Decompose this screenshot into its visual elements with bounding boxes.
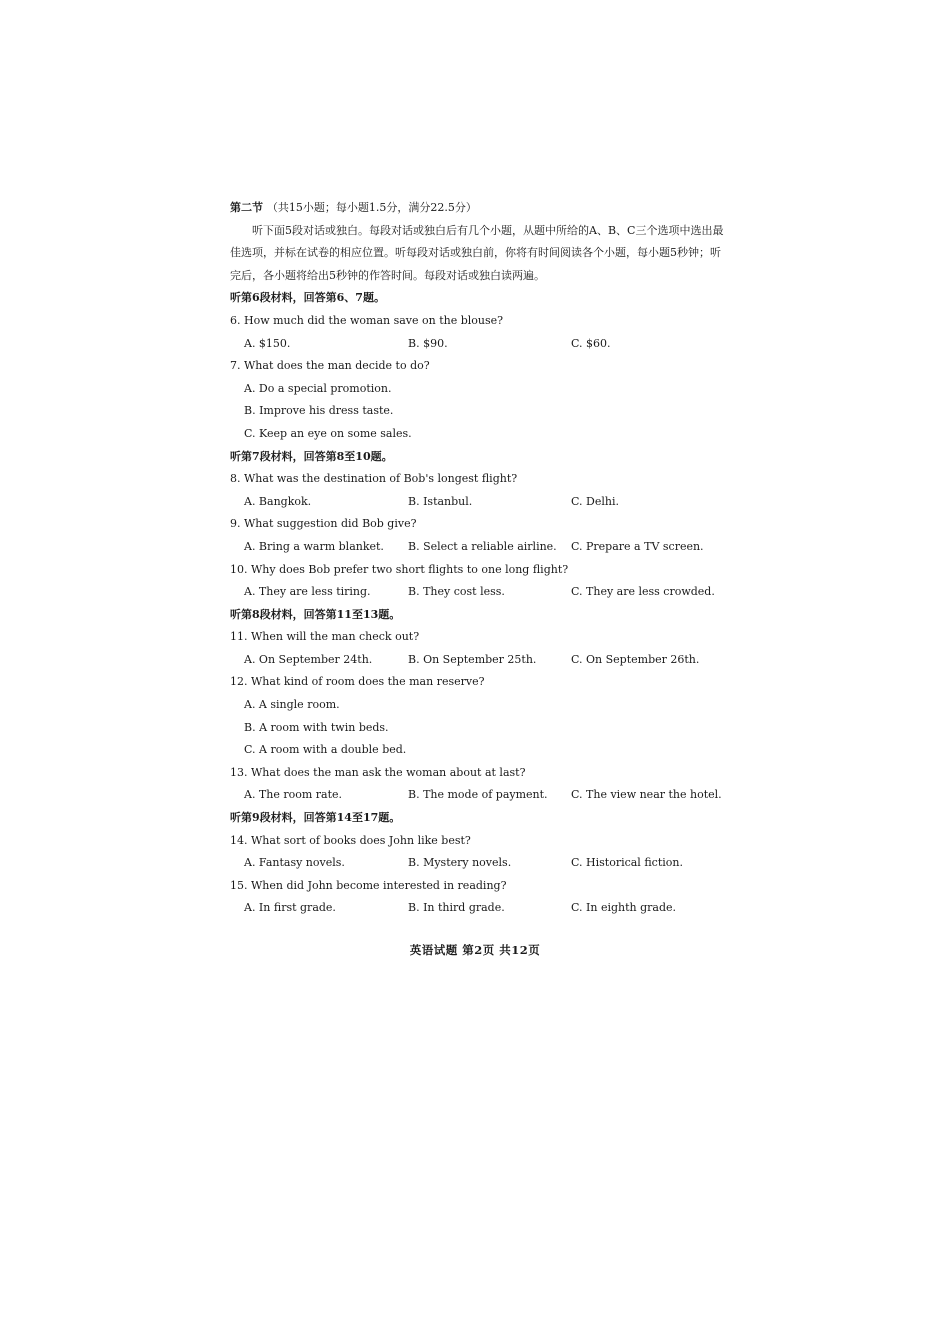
group-heading-9: 听第9段材料，回答第14至17题。 bbox=[230, 811, 401, 825]
option-b: B. On September 25th. bbox=[408, 652, 537, 666]
option-a: A. Bangkok. bbox=[244, 494, 312, 508]
option-a: A. Fantasy novels. bbox=[244, 856, 345, 870]
options-10 bbox=[230, 581, 730, 604]
option-b: B. Mystery novels. bbox=[408, 856, 512, 870]
question-6: 6. How much did the woman save on the blouse? bbox=[230, 313, 504, 327]
option-c: C. In eighth grade. bbox=[571, 901, 677, 915]
option-a: A. Do a special promotion. bbox=[244, 381, 392, 395]
option-c: C. $60. bbox=[571, 336, 611, 350]
question-15: 15. When did John become interested in reading? bbox=[230, 878, 507, 892]
option-b: B. Select a reliable airline. bbox=[408, 539, 557, 553]
options-13 bbox=[230, 784, 730, 807]
section-instructions: 听下面5段对话或独白。每段对话或独白后有几个小题，从题中所给的A、B、C三个选项中选出最佳选项，并标在试卷的相应位置。听每段对话或独白前，你将有时间阅读各个小题，每小题5秒钟；听完后，各小题将给出5秒钟的作答时间。每段对话或独白读两遍。 bbox=[230, 223, 724, 282]
option-b: B. Istanbul. bbox=[408, 494, 473, 508]
question-9: 9. What suggestion did Bob give? bbox=[230, 517, 417, 531]
question-8: 8. What was the destination of Bob's longest flight? bbox=[230, 472, 518, 486]
option-a: A. $150. bbox=[244, 336, 291, 350]
options-11 bbox=[230, 649, 730, 672]
question-12: 12. What kind of room does the man reserve? bbox=[230, 675, 485, 689]
question-14: 14. What sort of books does John like best? bbox=[230, 833, 471, 847]
options-14 bbox=[230, 852, 730, 875]
option-a: A. The room rate. bbox=[244, 788, 343, 802]
option-a: A. They are less tiring. bbox=[244, 585, 371, 599]
option-b: B. They cost less. bbox=[408, 585, 505, 599]
option-b: B. $90. bbox=[408, 336, 448, 350]
section-note: （共15小题；每小题1.5分，满分22.5分） bbox=[266, 201, 477, 214]
question-11: 11. When will the man check out? bbox=[230, 630, 420, 644]
section-heading bbox=[230, 197, 730, 220]
option-a: A. Bring a warm blanket. bbox=[244, 539, 384, 553]
options-8 bbox=[230, 491, 730, 514]
option-c: C. Keep an eye on some sales. bbox=[244, 426, 412, 440]
options-15 bbox=[230, 897, 730, 920]
option-a: A. In first grade. bbox=[244, 901, 336, 915]
option-c: C. A room with a double bed. bbox=[244, 743, 407, 757]
option-c: C. Historical fiction. bbox=[571, 856, 683, 870]
option-a: A. A single room. bbox=[244, 698, 340, 712]
option-c: C. Delhi. bbox=[571, 494, 619, 508]
exam-content bbox=[230, 197, 730, 920]
group-heading-8: 听第8段材料，回答第11至13题。 bbox=[230, 607, 401, 621]
section-title: 第二节 bbox=[230, 201, 263, 214]
group-heading-6: 听第6段材料，回答第6、7题。 bbox=[230, 291, 385, 305]
option-b: B. Improve his dress taste. bbox=[244, 404, 394, 418]
option-c: C. Prepare a TV screen. bbox=[571, 539, 704, 553]
question-7: 7. What does the man decide to do? bbox=[230, 359, 430, 373]
option-b: B. The mode of payment. bbox=[408, 788, 548, 802]
option-c: C. The view near the hotel. bbox=[571, 788, 722, 802]
option-c: C. On September 26th. bbox=[571, 652, 700, 666]
options-6 bbox=[230, 333, 730, 356]
option-b: B. A room with twin beds. bbox=[244, 720, 389, 734]
page-footer: 英语试题 第2页 共12页 bbox=[409, 943, 541, 957]
group-heading-7: 听第7段材料，回答第8至10题。 bbox=[230, 449, 393, 463]
option-a: A. On September 24th. bbox=[244, 652, 373, 666]
options-9 bbox=[230, 536, 730, 559]
question-10: 10. Why does Bob prefer two short flights to one long flight? bbox=[230, 562, 569, 576]
option-c: C. They are less crowded. bbox=[571, 585, 715, 599]
option-b: B. In third grade. bbox=[408, 901, 505, 915]
question-13: 13. What does the man ask the woman about at last? bbox=[230, 765, 526, 779]
